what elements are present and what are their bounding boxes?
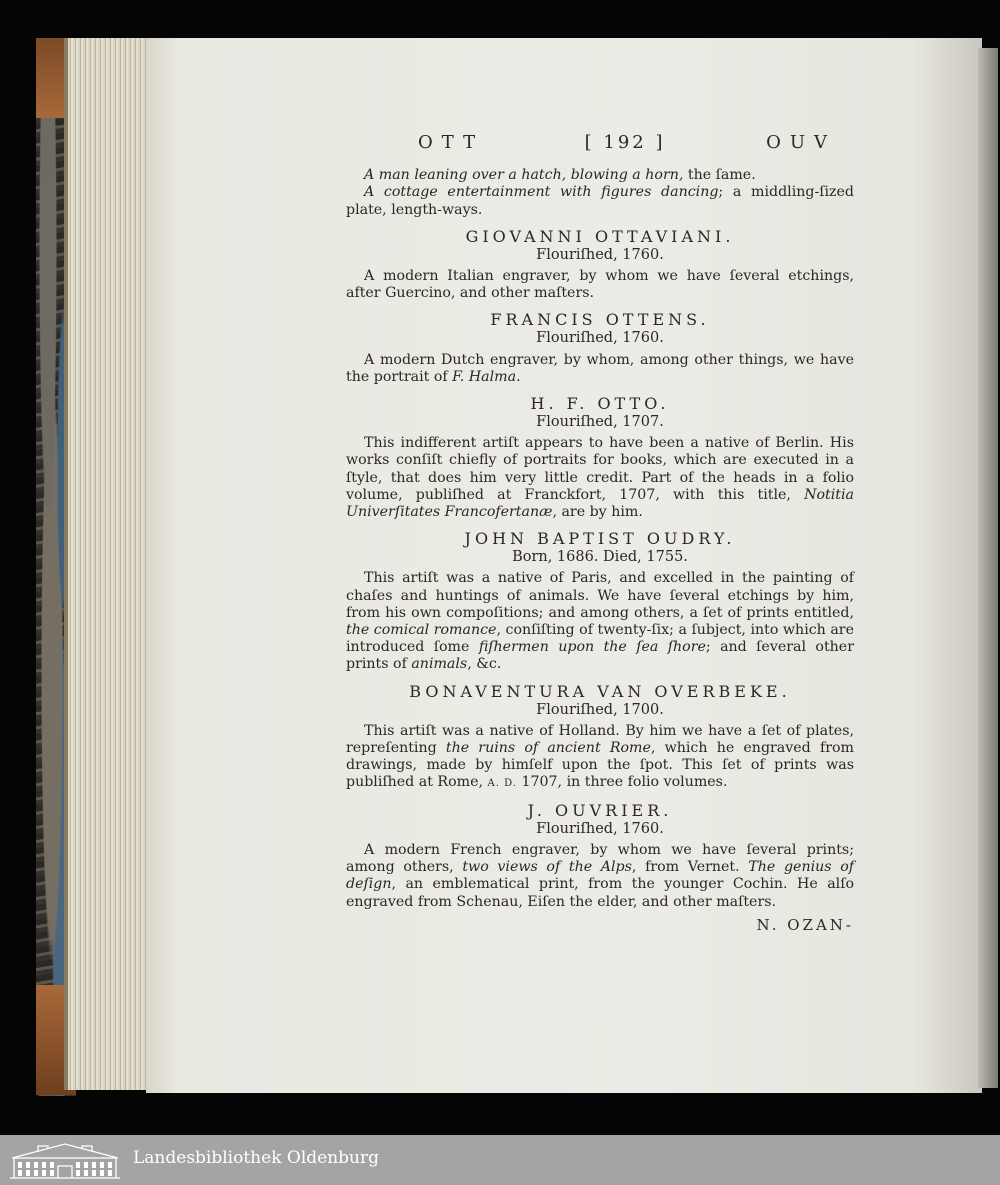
page-edges xyxy=(64,38,158,1090)
entry-dates: Flouriſhed, 1760. xyxy=(536,330,664,347)
entry-name: JOHN BAPTIST OUDRY. xyxy=(464,529,736,549)
entry-dates: Flouriſhed, 1700. xyxy=(536,701,664,718)
entry-name: H. F. OTTO. xyxy=(530,394,670,414)
entry-text: This artiſt was a native of Paris, and excelled in the painting of chaſes and huntings of animals. We have ſeveral etchings by him, from his own compoſitions; and among others, a ſet of prints entitled, the comical romance, conſiſting of twenty-ſix; a ſubject, into which are introduced ſome fiſhermen upon the ſea ſhore; and ſeveral other prints of animals, &c. xyxy=(346,570,854,673)
running-head-left: OTT xyxy=(418,132,485,153)
intro-line-2: A cottage entertainment with figures dancing; a middling-ſized plate, length-ways. xyxy=(346,184,854,218)
page-right-edge xyxy=(978,48,998,1088)
entry-dates: Flouriſhed, 1760. xyxy=(536,246,664,263)
entry-dates: Flouriſhed, 1760. xyxy=(536,820,664,837)
entry-name: BONAVENTURA VAN OVERBEKE. xyxy=(409,681,791,701)
entry-name: J. OUVRIER. xyxy=(527,800,673,820)
entry-text: A modern Italian engraver, by whom we have ſeveral etchings, after Guercino, and other maſters. xyxy=(346,268,854,302)
page-content xyxy=(346,130,854,934)
entry-text: This artiſt was a native of Holland. By him we have a ſet of plates, repreſenting the ruins of ancient Rome, which he engraved from drawings, made by himſelf upon the ſpot. This ſet of prints was publiſhed at Rome, A. D. 1707, in three folio volumes. xyxy=(346,722,854,791)
library-name: Landesbibliothek Oldenburg xyxy=(133,1148,380,1168)
catchword: N. OZAN- xyxy=(756,915,854,934)
entry-dates: Flouriſhed, 1707. xyxy=(536,414,664,431)
running-head xyxy=(418,134,836,151)
entry-dates: Born, 1686. Died, 1755. xyxy=(512,549,688,566)
intro-line-1: A man leaning over a hatch, blowing a horn, the ſame. xyxy=(364,167,756,184)
entry-text: A modern French engraver, by whom we have ſeveral prints; among others, two views of the Alps, from Vernet. The genius of deſign, an emblematical print, from the younger Cochin. He alſo engraved from Schenau, Eiſen the elder, and other maſters. xyxy=(346,841,854,910)
footer-bar xyxy=(0,1135,1000,1185)
page-number: [ 192 ] xyxy=(584,132,666,153)
entry-name: GIOVANNI OTTAVIANI. xyxy=(465,226,735,246)
library-building-icon xyxy=(8,1140,122,1180)
entry-name: FRANCIS OTTENS. xyxy=(490,310,710,330)
entry-text: This indifferent artiſt appears to have been a native of Berlin. His works conſiſt chiefly of portraits for books, which are executed in a ſtyle, that does him very little credit. Part of the heads in a folio volume, publiſhed at Franckfort, 1707, with this title, Notitia Univerſitates Francofertanæ, are by him. xyxy=(346,435,854,521)
entry-text: A modern Dutch engraver, by whom, among other things, we have the portrait of F. Halma. xyxy=(346,351,854,385)
running-head-right: OUV xyxy=(766,132,836,153)
